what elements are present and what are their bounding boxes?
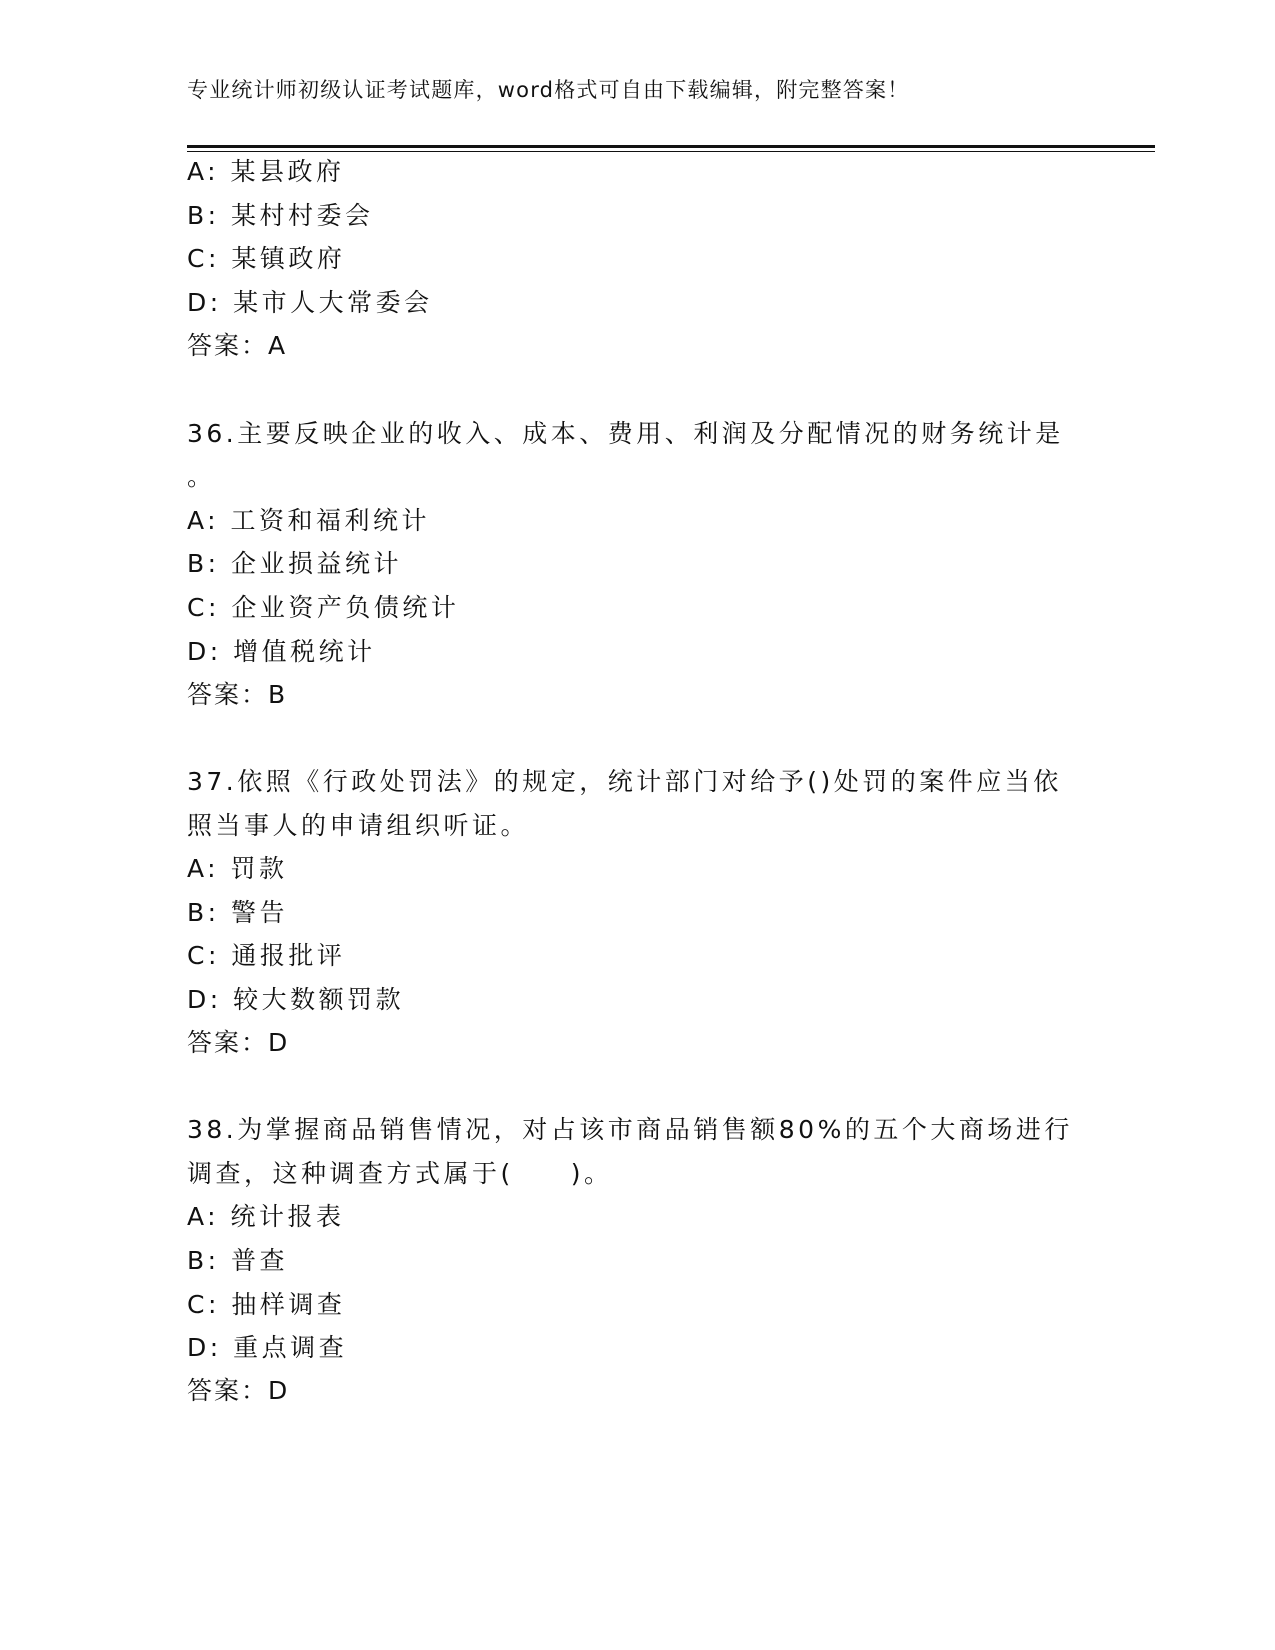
q37-option-d: D: 较大数额罚款: [187, 985, 405, 1014]
q36-option-b: B: 企业损益统计: [187, 549, 403, 578]
q35-option-a: A: 某县政府: [187, 157, 345, 186]
q35-answer: 答案：A: [187, 331, 288, 360]
q36-option-a: A: 工资和福利统计: [187, 506, 431, 535]
q38-option-d: D: 重点调查: [187, 1333, 348, 1362]
q37-answer: 答案：D: [187, 1028, 290, 1057]
q36-answer: 答案：B: [187, 680, 288, 709]
page-header: 专业统计师初级认证考试题库，word格式可自由下载编辑，附完整答案！: [187, 78, 910, 102]
q38-option-b: B: 普查: [187, 1246, 289, 1275]
header-divider-thick: [187, 145, 1155, 148]
q38-stem-line1: 38.为掌握商品销售情况，对占该市商品销售额80%的五个大商场进行: [187, 1115, 1073, 1144]
q37-stem-line1: 37.依照《行政处罚法》的规定，统计部门对给予()处罚的案件应当依: [187, 767, 1062, 796]
q38-option-c: C: 抽样调查: [187, 1290, 346, 1319]
q36-option-c: C: 企业资产负债统计: [187, 593, 460, 622]
q37-stem-line2: 照当事人的申请组织听证。: [187, 811, 530, 840]
q35-option-c: C: 某镇政府: [187, 244, 346, 273]
header-divider-thin: [187, 151, 1155, 152]
q37-option-b: B: 警告: [187, 898, 289, 927]
q38-answer: 答案：D: [187, 1376, 290, 1405]
q36-stem-line2: 。: [187, 462, 216, 491]
q36-stem-line1: 36.主要反映企业的收入、成本、费用、利润及分配情况的财务统计是: [187, 419, 1064, 448]
q36-option-d: D: 增值税统计: [187, 637, 376, 666]
q37-option-c: C: 通报批评: [187, 941, 346, 970]
q37-option-a: A: 罚款: [187, 854, 288, 883]
q38-option-a: A: 统计报表: [187, 1202, 345, 1231]
q38-stem-line2: 调查，这种调查方式属于( )。: [187, 1159, 613, 1188]
q35-option-b: B: 某村村委会: [187, 201, 374, 230]
q35-option-d: D: 某市人大常委会: [187, 288, 433, 317]
